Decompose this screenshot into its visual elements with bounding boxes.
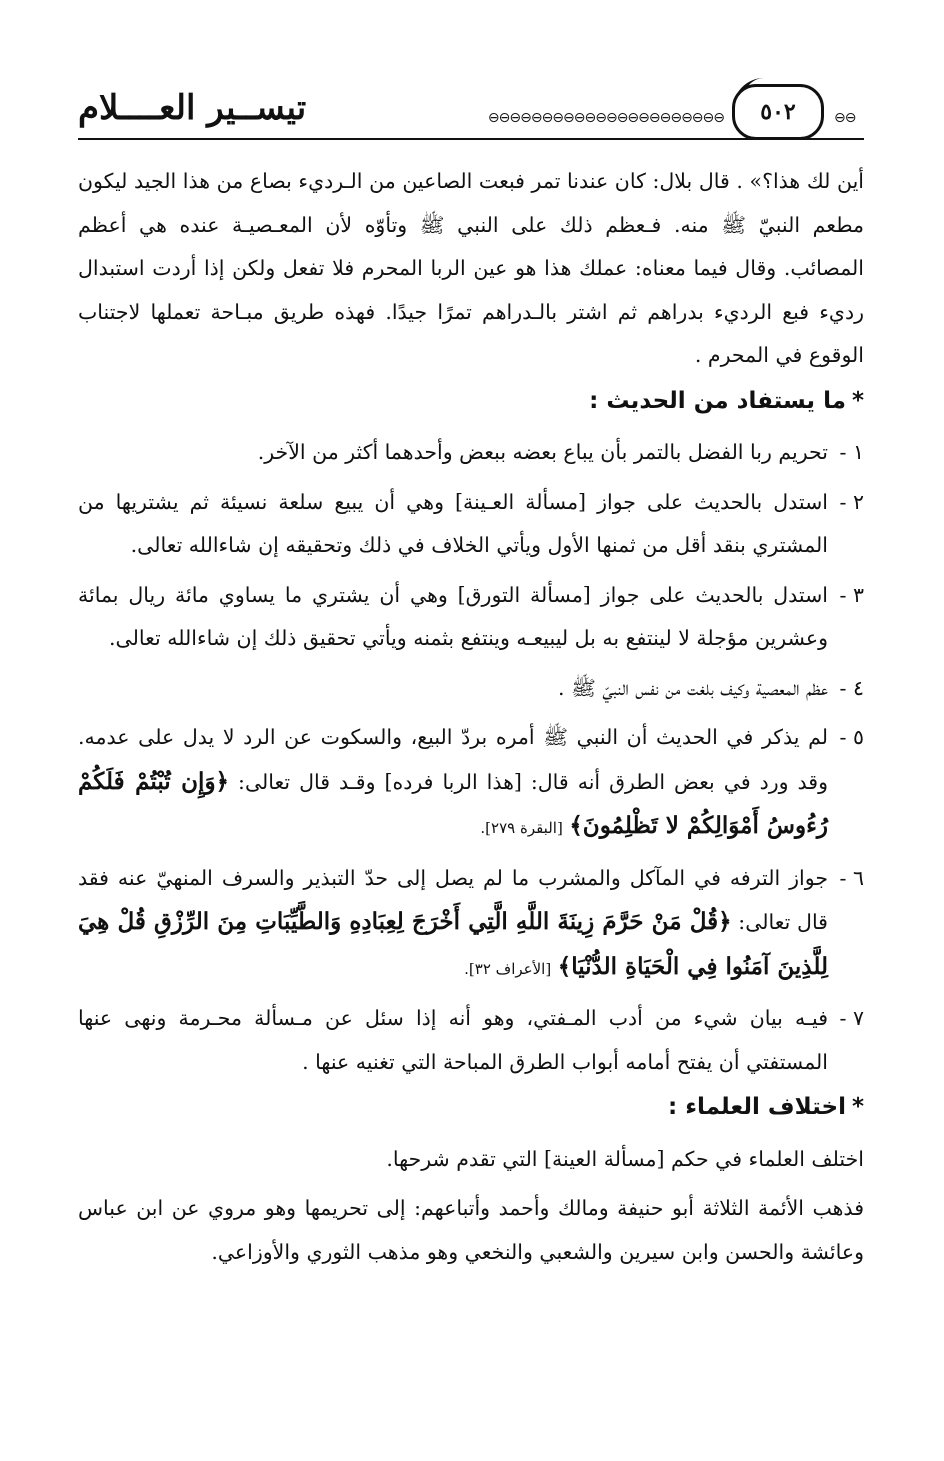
book-title: تيســير العــــلام	[78, 88, 307, 128]
item-text: عظم المعصية وكيف بلغت من نفس النبيّ ﷺ .	[558, 675, 828, 700]
page-number: ٥٠٢	[760, 99, 796, 125]
header-ornament: ⊖⊖⊖⊖⊖⊖⊖⊖⊖⊖⊖⊖⊖⊖⊖⊖⊖⊖⊖⊖⊖⊖	[487, 110, 724, 126]
section-title: ما يستفاد من الحديث :	[589, 387, 846, 414]
header-rule	[78, 138, 864, 140]
benefits-list	[78, 431, 864, 1084]
list-item	[78, 481, 864, 568]
list-item	[78, 431, 864, 475]
page-header	[78, 82, 864, 144]
section-heading-benefits	[78, 380, 864, 424]
item-body: جواز الترفه في المآكل والمشرب ما لم يصل إلى حدّ التبذير والسرف المنهيّ عنه فقد قال تعالى:	[78, 865, 828, 934]
page-content	[78, 160, 864, 1274]
item-number: ٤ -	[839, 675, 864, 700]
disagreement-paragraph-2: فذهب الأئمة الثلاثة أبو حنيفة ومالك وأحمد وأتباعهم: إلى تحريمها وهو مروي عن ابن عباس وعائشة والحسن وابن سيرين والشعبي والنخعي وهو مذهب الثوري والأوزاعي.	[78, 1196, 864, 1264]
item-text: فيـه بيان شيء من أدب المـفتي، وهو أنه إذا سئل عن مـسألة محـرمة ونهى عنها المستفتي أن يفتح أمامه أبواب الطرق المباحة التي تغنيه عنها .	[78, 1006, 828, 1074]
verse-reference: [الأعراف ٣٢].	[464, 959, 552, 978]
item-text: استدل بالحديث على جواز [مسألة التورق] وهي أن يشتري ما يساوي مائة ريال بمائة وعشرين مؤجلة لا لينتفع به بل ليبيعـه وينتفع بثمنه ويأتي تحقيق ذلك إن شاءالله تعالى.	[78, 582, 828, 650]
item-text	[78, 857, 828, 992]
list-item	[78, 667, 864, 711]
list-item	[78, 997, 864, 1084]
list-item	[78, 574, 864, 661]
item-number: ١ -	[839, 440, 864, 464]
item-number: ٧ -	[839, 1006, 864, 1030]
item-number: ٣ -	[839, 582, 864, 607]
verse-reference: [البقرة ٢٧٩].	[480, 819, 563, 837]
section-title: اختلاف العلماء :	[668, 1094, 846, 1120]
page-number-badge	[732, 84, 824, 140]
list-item	[78, 857, 864, 992]
disagreement-paragraph-1: اختلف العلماء في حكم [مسألة العينة] التي تقدم شرحها.	[386, 1146, 864, 1171]
star-marker: *	[851, 1094, 864, 1120]
quran-verse: ﴿وَإِن تُبْتُمْ فَلَكُمْ رُءُوسُ أَمْوَالِكُمْ لا تَظْلِمُونَ﴾	[78, 767, 828, 839]
item-text: تحريم ربا الفضل بالتمر بأن يباع بعضه ببعض وأحدهما أكثر من الآخر.	[257, 440, 828, 464]
item-text: استدل بالحديث على جواز [مسألة العـينة] وهي أن يبيع سلعة نسيئة ثم يشتريها من المشتري بنقد أقل من ثمنها الأول ويأتي الخلاف في ذلك وتحقيقه إن شاءالله تعالى.	[78, 489, 828, 557]
item-number: ٢ -	[839, 489, 864, 514]
star-marker: *	[851, 387, 864, 414]
quran-verse: ﴿قُلْ مَنْ حَرَّمَ زِينَةَ اللَّهِ الَّتِي أَخْرَجَ لِعِبَادِهِ وَالطَّيِّبَاتِ مِنَ الرِّزْقِ قُلْ هِيَ لِلَّذِينَ آمَنُوا فِي الْحَيَاةِ الدُّنْيَا﴾	[78, 908, 828, 980]
page	[78, 0, 864, 1461]
item-text	[78, 716, 828, 851]
section-heading-disagreement	[78, 1086, 864, 1130]
list-item	[78, 716, 864, 851]
intro-paragraph: أين لك هذا؟» . قال بلال: كان عندنا تمر فبعت الصاعين من الـرديء بصاع من هذا الجيد ليكون مطعم النبيّ ﷺ منه. فـعظم ذلك على النبي ﷺ وتأوّه لأن المعـصيـة عنده هي أعظم المصائب. وقال فيما معناه: عملك هذا هو عين الربا المحرم فلا تفعل ولكن إذا أردت استبدال رديء فبع الرديء بدراهم ثم اشتر بالـدراهم تمرًا جيدًا. فهذه طريق مبـاحة تعملها لاجتناب الوقوع في المحرم .	[78, 169, 864, 367]
item-number: ٥ -	[839, 725, 864, 749]
header-ornament-short: ⊖⊖	[834, 110, 856, 126]
item-body: لم يذكر في الحديث أن النبي ﷺ أمره بردّ البيع، والسكوت عن الرد لا يدل على عدمه. وقد ورد في بعض الطرق أنه قال: [هذا الربا فرده] وقـد قال تعالى:	[78, 725, 828, 794]
item-number: ٦ -	[839, 865, 864, 890]
